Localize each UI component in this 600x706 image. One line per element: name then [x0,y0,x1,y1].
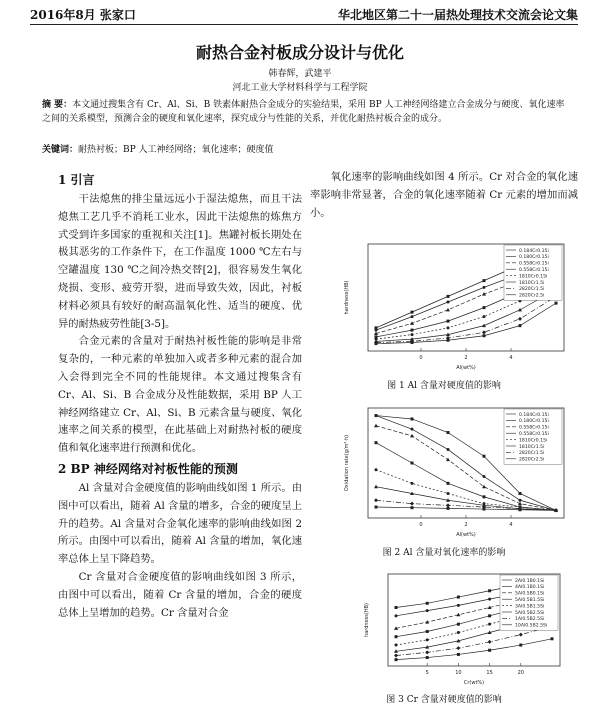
data-point [374,498,378,502]
data-point [411,462,414,465]
data-point [447,339,450,342]
data-point [375,329,378,332]
data-point [488,640,492,644]
legend-entry: 1810Cr0.15i [519,438,548,444]
data-point [411,506,414,509]
data-point [447,320,450,323]
data-point [446,308,450,312]
figure-1-caption: 图 1 Al 含量对硬度值的影响 [387,381,501,391]
data-point [483,315,486,318]
data-point [488,649,491,652]
legend-entry: 2820Cr1.5i [519,451,545,457]
figure-2-chart [338,402,570,540]
data-point [447,300,450,303]
data-point [519,499,522,502]
bp-paragraph-2: Cr 含量对合金硬度值的影响曲线如图 3 所示，由图中可以看出，随着 Cr 含量的增加，合金的硬度总体上呈增加的趋势。Cr 含量对合金 [58,570,302,619]
abstract [42,98,570,126]
data-point [411,482,414,485]
data-point [426,609,429,612]
data-point [426,630,429,633]
data-point [555,509,558,512]
data-point [457,623,460,626]
x-axis-label: Al(wt%) [456,365,476,371]
x-tick-label: 2 [464,522,468,528]
data-point [457,631,460,634]
data-point [375,441,378,444]
legend-entry: 0.184Cr0.15i [519,248,549,254]
data-point [483,455,486,458]
data-point [447,482,450,485]
data-point [457,596,460,599]
legend-entry: 0.558Cr0.15i [519,261,549,267]
x-tick-label: 0 [419,355,423,361]
header-date-place: 2016年8月 张家口 [30,8,136,22]
legend-entry: 5Al0.5B0.1Si [515,591,545,597]
y-axis-label: Oxidation rate(g/m²·h) [344,434,350,492]
figure-1-chart [338,238,570,373]
data-point [457,604,460,607]
x-axis-label: Cr(wt%) [463,680,485,686]
abstract-label: 摘 要： [42,100,73,110]
data-point [483,286,486,289]
legend-entry: 2820Cr2.5i [519,293,545,299]
data-point [483,508,486,511]
chart-svg-1 [338,238,570,373]
intro-paragraph-2: 合金元素的含量对于耐热衬板性能的影响是非常复杂的，一种元素的单独加入或者多种元素的混合加入会得到完全不同的性能规律。本文通过搜集含有 Cr、Al、Si、B 合金成分及性能数据，采用 BP 人工神经网络建立 Cr、Al、Si、B 元素含量与硬度、氧化速率之间关系的模型，在此基础上对耐热衬板的硬度值和氧化速率进行预测和优化。 [58,335,302,455]
legend-entry: 1810Cr0.15i [519,274,548,280]
data-point [375,342,378,345]
legend-entry: 0.184Cr0.15i [519,412,549,418]
data-point [411,428,414,431]
data-point [446,503,450,507]
data-point [426,656,429,659]
section-heading-bp: 2 BP 神经网络对衬板性能的预测 [58,461,238,476]
data-point [488,623,491,626]
header-rule [30,24,578,25]
data-point [519,324,522,327]
x-tick-label: 15 [486,670,493,676]
data-point [395,606,398,609]
data-point [555,302,558,305]
chart-svg-3 [358,568,566,688]
data-point [447,492,450,495]
y-axis-label: hardness(HB) [364,603,370,637]
data-point [395,644,398,647]
data-point [411,417,414,420]
data-point [410,434,414,438]
authors: 韩春辉，武建平 [268,69,332,79]
legend-entry: 3Al0.5B1.5Si [515,604,545,610]
series-line [376,303,556,343]
data-point [375,506,378,509]
data-point [411,315,414,318]
keywords-text: 耐热衬板；BP 人工神经网络；氧化速率；硬度值 [78,145,274,155]
legend-entry: 5Al0.5B1.5Si [515,598,545,603]
figure-3-chart [358,568,566,688]
legend-entry: 0.180Cr0.15i [519,255,549,261]
legend-entry: 1810Cr1.5i [519,280,545,286]
legend-entry: 2Al0.1B0.1Si [515,578,545,584]
legend-entry: 1Al0.5B2.5Si [515,617,545,623]
x-tick-label: 10 [455,670,462,676]
data-point [483,279,486,282]
data-point [483,475,486,478]
x-tick-label: 2 [464,355,468,361]
x-tick-label: 4 [509,522,513,528]
right-column [310,169,578,222]
data-point [447,448,450,451]
series-line [376,296,556,342]
data-point [410,502,414,506]
data-point [519,644,522,647]
affiliation: 河北工业大学材料科学与工程学院 [232,83,368,93]
data-point [411,329,414,332]
paper-title: 耐热合金衬板成分设计与优化 [195,43,404,62]
data-point [395,658,398,661]
x-tick-label: 0 [419,522,423,528]
data-point [447,431,450,434]
data-point [519,492,522,495]
legend-entry: 5Al0.5B2.5Si [515,610,545,616]
legend-entry: 4Al0.1B0.1Si [515,585,545,591]
data-point [411,333,414,336]
keywords-label: 关键词： [42,145,79,155]
keywords [42,142,570,155]
data-point [488,589,491,592]
data-point [374,485,378,489]
legend-entry: 2820Cr2.5i [519,457,545,463]
data-point [394,653,398,657]
data-point [395,614,398,617]
data-point [482,330,486,334]
data-point [426,638,429,641]
data-point [483,306,486,309]
data-point [456,646,460,650]
data-point [395,635,398,638]
data-point [456,613,460,617]
data-point [518,317,522,321]
data-point [457,653,460,656]
series-line [396,639,552,660]
x-tick-label: 5 [425,670,429,676]
x-tick-label: 4 [509,355,513,361]
x-axis-label: Al(wt%) [456,532,476,538]
right-paragraph-1: 氧化速率的影响曲线如图 4 所示。Cr 对合金的氧化速率影响非常显著，合金的氧化速率随着 Cr 元素的增加而减小。 [310,171,578,219]
legend-entry: 0.558Cr0.15i [519,268,549,273]
data-point [375,468,378,471]
data-point [425,650,429,654]
data-point [519,633,523,637]
data-point [518,308,522,312]
chart-svg-2 [338,402,570,540]
data-point [374,424,378,428]
data-point [411,341,414,344]
data-point [447,507,450,510]
data-point [426,602,429,605]
legend-entry: 0.558Cr0.15i [519,425,549,431]
intro-paragraph-1: 干法熄焦的排尘量远远小于湿法熄焦，而且干法熄焦工艺几乎不消耗工业水，因此干法熄焦的炼焦方式受到许多国家的重视和关注[1]。焦罐衬板长期处在极其恶劣的工作条件下，在工作温度 1000 ℃左右与空罐温度 130 ℃之间冷热交替[2]，很容易发生氧化烧损、变形、疲劳开裂，进而导致失效，因此，衬板材料必须具有较好的耐高温氧化性、适当的硬度、优异的耐热疲劳性能[3-5]。 [58,193,302,330]
bp-paragraph-1: Al 含量对合金硬度值的影响曲线如图 1 所示。由图中可以看出，随着 Al 含量的增多，合金的硬度呈上升的趋势。Al 含量对合金氧化速率的影响曲线如图 2 所示。由图中可以看出，随着 Al 含量的增加，氧化速率总体上呈下降趋势。 [58,481,302,566]
data-point [518,502,522,506]
data-point [483,334,486,337]
data-point [483,495,486,498]
abstract-text: 本文通过搜集含有 Cr、Al、Si、B 铁素体耐热合金成分的实验结果，采用 BP 人工神经网络建立合金成分与硬度、氧化速率之间的关系模型，预测合金的硬度和氧化速率，探究成分与性能的关系，并优化耐热衬板合金的成分。 [42,100,565,124]
figure-3-caption: 图 3 Cr 含量对硬度值的影响 [386,695,502,705]
data-point [447,326,450,329]
left-column [58,169,302,622]
data-point [375,414,378,417]
legend-entry: 0.558Cr0.15i [519,432,549,437]
x-tick-label: 20 [517,670,524,676]
data-point [411,311,414,314]
data-point [488,614,491,617]
y-axis-label: hardness(HB) [344,280,350,315]
data-point [446,458,450,462]
section-heading-intro: 1 引言 [58,173,95,187]
legend-entry: 2820Cr1.5i [519,287,545,293]
legend-entry: 10Al0.5B2.5Si [515,623,548,629]
header-proceedings: 华北地区第二十一届热处理技术交流会论文集 [337,8,578,22]
legend-entry: 1810Cr1.5i [519,444,545,450]
data-point [488,598,491,601]
running-header [30,6,578,22]
legend-entry: 0.180Cr0.15i [519,419,549,425]
series-line [396,626,552,655]
data-point [519,508,522,511]
data-point [551,637,554,640]
data-point [447,295,450,298]
figure-2-caption: 图 2 Al 含量对氧化速率的影响 [382,548,506,558]
